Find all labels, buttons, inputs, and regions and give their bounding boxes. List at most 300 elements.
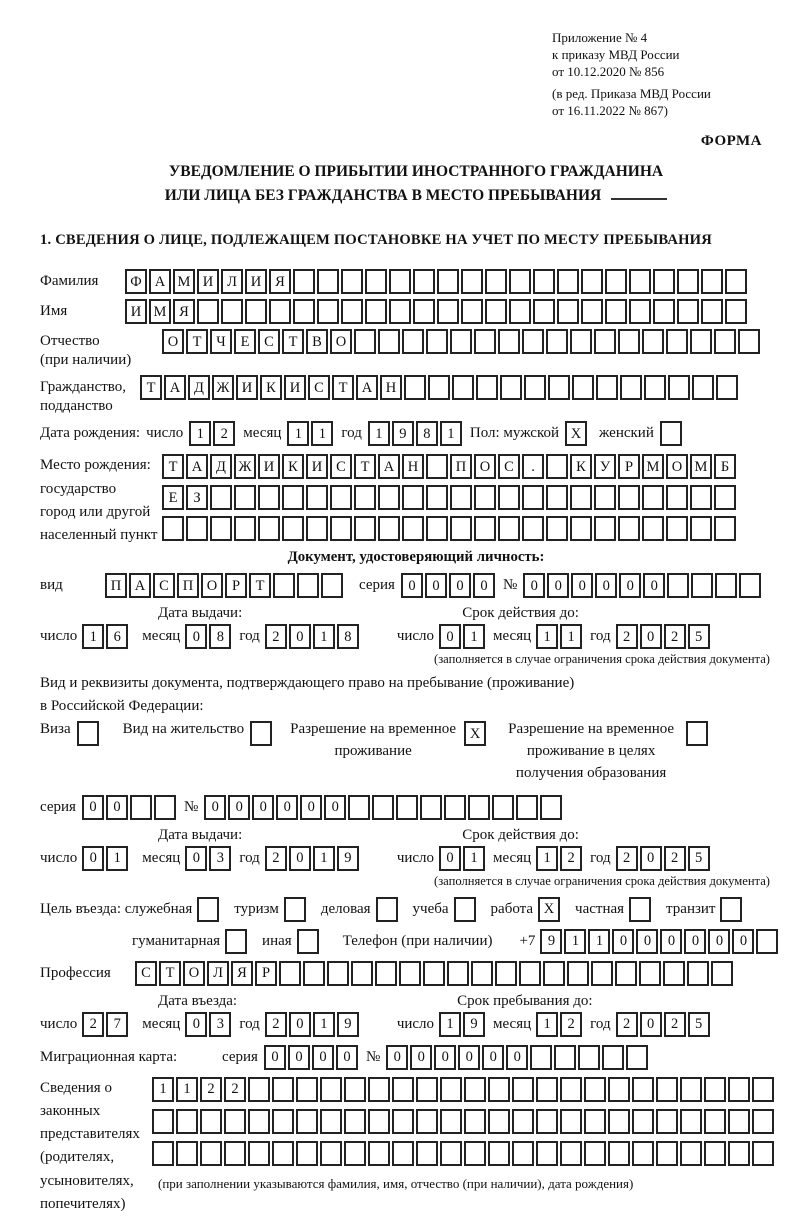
char-cell[interactable] bbox=[560, 1141, 582, 1166]
char-cell[interactable] bbox=[632, 1141, 654, 1166]
char-cell[interactable] bbox=[130, 795, 152, 820]
char-cell[interactable] bbox=[546, 329, 568, 354]
char-cell[interactable] bbox=[450, 329, 472, 354]
char-cell[interactable] bbox=[629, 299, 651, 324]
char-cell[interactable] bbox=[725, 269, 747, 294]
char-cell[interactable]: А bbox=[164, 375, 186, 400]
char-cell[interactable] bbox=[348, 795, 370, 820]
char-cell[interactable]: 0 bbox=[386, 1045, 408, 1070]
char-cell[interactable] bbox=[608, 1141, 630, 1166]
char-cell[interactable] bbox=[306, 485, 328, 510]
char-cell[interactable]: 1 bbox=[439, 1012, 461, 1037]
char-cell[interactable] bbox=[152, 1109, 174, 1134]
char-cell[interactable] bbox=[629, 269, 651, 294]
char-cell[interactable] bbox=[570, 485, 592, 510]
char-cell[interactable] bbox=[176, 1109, 198, 1134]
char-cell[interactable]: Ч bbox=[210, 329, 232, 354]
char-cell[interactable] bbox=[668, 375, 690, 400]
char-cell[interactable]: 0 bbox=[640, 1012, 662, 1037]
char-cell[interactable] bbox=[474, 329, 496, 354]
char-cell[interactable] bbox=[548, 375, 570, 400]
char-cell[interactable]: 0 bbox=[204, 795, 226, 820]
char-cell[interactable]: 8 bbox=[337, 624, 359, 649]
char-cell[interactable]: Е bbox=[234, 329, 256, 354]
char-cell[interactable] bbox=[368, 1141, 390, 1166]
char-cell[interactable]: 0 bbox=[106, 795, 128, 820]
char-cell[interactable] bbox=[656, 1077, 678, 1102]
char-cell[interactable] bbox=[543, 961, 565, 986]
char-cell[interactable]: Ж bbox=[212, 375, 234, 400]
char-cell[interactable] bbox=[596, 375, 618, 400]
char-cell[interactable] bbox=[570, 516, 592, 541]
char-cell[interactable] bbox=[152, 1141, 174, 1166]
char-cell[interactable]: 0 bbox=[185, 846, 207, 871]
char-cell[interactable] bbox=[197, 299, 219, 324]
char-cell[interactable]: 1 bbox=[106, 846, 128, 871]
char-cell[interactable] bbox=[461, 299, 483, 324]
char-cell[interactable] bbox=[570, 329, 592, 354]
char-cell[interactable] bbox=[663, 961, 685, 986]
char-cell[interactable] bbox=[546, 454, 568, 479]
char-cell[interactable]: А bbox=[356, 375, 378, 400]
char-cell[interactable]: Т bbox=[282, 329, 304, 354]
char-cell[interactable] bbox=[392, 1141, 414, 1166]
char-cell[interactable]: Р bbox=[255, 961, 277, 986]
char-cell[interactable] bbox=[594, 329, 616, 354]
char-cell[interactable]: Я bbox=[231, 961, 253, 986]
char-cell[interactable]: 0 bbox=[640, 624, 662, 649]
char-cell[interactable]: И bbox=[245, 269, 267, 294]
char-cell[interactable] bbox=[399, 961, 421, 986]
char-cell[interactable] bbox=[608, 1077, 630, 1102]
char-cell[interactable]: С bbox=[135, 961, 157, 986]
char-cell[interactable] bbox=[704, 1109, 726, 1134]
char-cell[interactable]: Т bbox=[186, 329, 208, 354]
char-cell[interactable] bbox=[293, 269, 315, 294]
char-cell[interactable]: 0 bbox=[732, 929, 754, 954]
char-cell[interactable]: 0 bbox=[684, 929, 706, 954]
char-cell[interactable]: 1 bbox=[536, 1012, 558, 1037]
char-cell[interactable] bbox=[578, 1045, 600, 1070]
char-cell[interactable]: 1 bbox=[564, 929, 586, 954]
char-cell[interactable] bbox=[330, 516, 352, 541]
char-cell[interactable]: 0 bbox=[439, 624, 461, 649]
char-cell[interactable] bbox=[516, 795, 538, 820]
char-cell[interactable] bbox=[344, 1077, 366, 1102]
char-cell[interactable] bbox=[293, 299, 315, 324]
char-cell[interactable]: 0 bbox=[312, 1045, 334, 1070]
char-cell[interactable] bbox=[512, 1077, 534, 1102]
char-cell[interactable] bbox=[452, 375, 474, 400]
char-cell[interactable] bbox=[546, 516, 568, 541]
char-cell[interactable] bbox=[303, 961, 325, 986]
char-cell[interactable] bbox=[464, 1109, 486, 1134]
char-cell[interactable]: 1 bbox=[536, 624, 558, 649]
char-cell[interactable] bbox=[378, 329, 400, 354]
char-cell[interactable]: О bbox=[474, 454, 496, 479]
char-cell[interactable]: И bbox=[306, 454, 328, 479]
char-cell[interactable] bbox=[692, 375, 714, 400]
char-cell[interactable] bbox=[368, 1077, 390, 1102]
char-cell[interactable] bbox=[461, 269, 483, 294]
char-cell[interactable]: Ж bbox=[234, 454, 256, 479]
char-cell[interactable]: 0 bbox=[425, 573, 447, 598]
char-cell[interactable]: 5 bbox=[688, 846, 710, 871]
char-cell[interactable] bbox=[320, 1109, 342, 1134]
char-cell[interactable]: Т bbox=[140, 375, 162, 400]
char-cell[interactable]: С bbox=[258, 329, 280, 354]
char-cell[interactable] bbox=[426, 454, 448, 479]
char-cell[interactable] bbox=[533, 269, 555, 294]
char-cell[interactable] bbox=[368, 1109, 390, 1134]
char-cell[interactable] bbox=[591, 961, 613, 986]
char-cell[interactable]: О bbox=[183, 961, 205, 986]
char-cell[interactable] bbox=[321, 573, 343, 598]
char-cell[interactable]: Е bbox=[162, 485, 184, 510]
char-cell[interactable] bbox=[210, 516, 232, 541]
char-cell[interactable] bbox=[248, 1141, 270, 1166]
char-cell[interactable]: М bbox=[690, 454, 712, 479]
char-cell[interactable]: 0 bbox=[571, 573, 593, 598]
char-cell[interactable] bbox=[296, 1109, 318, 1134]
char-cell[interactable]: Р bbox=[225, 573, 247, 598]
char-cell[interactable] bbox=[365, 269, 387, 294]
char-cell[interactable] bbox=[680, 1077, 702, 1102]
char-cell[interactable] bbox=[714, 516, 736, 541]
char-cell[interactable] bbox=[210, 485, 232, 510]
char-cell[interactable] bbox=[677, 269, 699, 294]
char-cell[interactable]: 1 bbox=[313, 846, 335, 871]
char-cell[interactable] bbox=[626, 1045, 648, 1070]
char-cell[interactable] bbox=[392, 1109, 414, 1134]
char-cell[interactable] bbox=[653, 299, 675, 324]
char-cell[interactable] bbox=[686, 721, 708, 746]
char-cell[interactable] bbox=[557, 299, 579, 324]
char-cell[interactable] bbox=[234, 485, 256, 510]
char-cell[interactable] bbox=[714, 329, 736, 354]
char-cell[interactable]: Т bbox=[159, 961, 181, 986]
char-cell[interactable] bbox=[572, 375, 594, 400]
char-cell[interactable]: О bbox=[162, 329, 184, 354]
char-cell[interactable] bbox=[320, 1141, 342, 1166]
char-cell[interactable]: А bbox=[129, 573, 151, 598]
char-cell[interactable] bbox=[354, 485, 376, 510]
char-cell[interactable] bbox=[351, 961, 373, 986]
char-cell[interactable] bbox=[677, 299, 699, 324]
char-cell[interactable] bbox=[341, 269, 363, 294]
char-cell[interactable]: 5 bbox=[688, 624, 710, 649]
char-cell[interactable] bbox=[440, 1077, 462, 1102]
char-cell[interactable] bbox=[375, 961, 397, 986]
char-cell[interactable]: О bbox=[330, 329, 352, 354]
char-cell[interactable] bbox=[540, 795, 562, 820]
char-cell[interactable]: 9 bbox=[463, 1012, 485, 1037]
char-cell[interactable] bbox=[258, 485, 280, 510]
char-cell[interactable]: Д bbox=[188, 375, 210, 400]
char-cell[interactable]: 1 bbox=[560, 624, 582, 649]
char-cell[interactable]: Р bbox=[618, 454, 640, 479]
char-cell[interactable]: И bbox=[284, 375, 306, 400]
char-cell[interactable] bbox=[365, 299, 387, 324]
char-cell[interactable]: О bbox=[666, 454, 688, 479]
char-cell[interactable] bbox=[225, 929, 247, 954]
char-cell[interactable] bbox=[344, 1141, 366, 1166]
char-cell[interactable] bbox=[224, 1141, 246, 1166]
char-cell[interactable]: 0 bbox=[401, 573, 423, 598]
char-cell[interactable] bbox=[444, 795, 466, 820]
char-cell[interactable]: 1 bbox=[536, 846, 558, 871]
char-cell[interactable]: 1 bbox=[368, 421, 390, 446]
char-cell[interactable]: 0 bbox=[434, 1045, 456, 1070]
char-cell[interactable]: 0 bbox=[612, 929, 634, 954]
char-cell[interactable] bbox=[306, 516, 328, 541]
char-cell[interactable] bbox=[615, 961, 637, 986]
char-cell[interactable]: 1 bbox=[463, 624, 485, 649]
char-cell[interactable] bbox=[714, 485, 736, 510]
char-cell[interactable] bbox=[402, 485, 424, 510]
char-cell[interactable]: А bbox=[149, 269, 171, 294]
char-cell[interactable] bbox=[560, 1077, 582, 1102]
char-cell[interactable] bbox=[581, 299, 603, 324]
char-cell[interactable]: П bbox=[450, 454, 472, 479]
char-cell[interactable] bbox=[413, 269, 435, 294]
char-cell[interactable] bbox=[464, 1141, 486, 1166]
char-cell[interactable] bbox=[200, 1109, 222, 1134]
char-cell[interactable]: Д bbox=[210, 454, 232, 479]
char-cell[interactable]: 0 bbox=[300, 795, 322, 820]
char-cell[interactable] bbox=[632, 1109, 654, 1134]
char-cell[interactable]: 1 bbox=[311, 421, 333, 446]
char-cell[interactable] bbox=[522, 516, 544, 541]
char-cell[interactable] bbox=[720, 897, 742, 922]
char-cell[interactable] bbox=[644, 375, 666, 400]
char-cell[interactable] bbox=[739, 573, 761, 598]
char-cell[interactable] bbox=[756, 929, 778, 954]
char-cell[interactable] bbox=[474, 516, 496, 541]
char-cell[interactable] bbox=[437, 269, 459, 294]
char-cell[interactable] bbox=[485, 299, 507, 324]
char-cell[interactable] bbox=[666, 329, 688, 354]
char-cell[interactable] bbox=[605, 269, 627, 294]
char-cell[interactable]: 0 bbox=[643, 573, 665, 598]
char-cell[interactable] bbox=[530, 1045, 552, 1070]
char-cell[interactable] bbox=[522, 485, 544, 510]
char-cell[interactable] bbox=[554, 1045, 576, 1070]
char-cell[interactable] bbox=[344, 1109, 366, 1134]
char-cell[interactable] bbox=[440, 1109, 462, 1134]
char-cell[interactable]: 2 bbox=[224, 1077, 246, 1102]
char-cell[interactable] bbox=[666, 485, 688, 510]
char-cell[interactable]: . bbox=[522, 454, 544, 479]
char-cell[interactable] bbox=[320, 1077, 342, 1102]
char-cell[interactable]: 0 bbox=[336, 1045, 358, 1070]
char-cell[interactable]: 1 bbox=[588, 929, 610, 954]
char-cell[interactable]: М bbox=[642, 454, 664, 479]
char-cell[interactable] bbox=[752, 1109, 774, 1134]
char-cell[interactable]: 0 bbox=[619, 573, 641, 598]
char-cell[interactable] bbox=[176, 1141, 198, 1166]
char-cell[interactable]: 2 bbox=[616, 624, 638, 649]
char-cell[interactable] bbox=[372, 795, 394, 820]
char-cell[interactable]: Я bbox=[173, 299, 195, 324]
char-cell[interactable]: И bbox=[197, 269, 219, 294]
char-cell[interactable] bbox=[728, 1077, 750, 1102]
char-cell[interactable] bbox=[464, 1077, 486, 1102]
char-cell[interactable] bbox=[258, 516, 280, 541]
char-cell[interactable]: Ф bbox=[125, 269, 147, 294]
char-cell[interactable] bbox=[341, 299, 363, 324]
char-cell[interactable]: 5 bbox=[688, 1012, 710, 1037]
char-cell[interactable]: 0 bbox=[482, 1045, 504, 1070]
char-cell[interactable] bbox=[420, 795, 442, 820]
char-cell[interactable] bbox=[454, 897, 476, 922]
char-cell[interactable]: 2 bbox=[200, 1077, 222, 1102]
char-cell[interactable]: 0 bbox=[324, 795, 346, 820]
char-cell[interactable]: 2 bbox=[265, 846, 287, 871]
char-cell[interactable] bbox=[426, 329, 448, 354]
char-cell[interactable]: Т bbox=[162, 454, 184, 479]
char-cell[interactable] bbox=[691, 573, 713, 598]
char-cell[interactable]: 0 bbox=[264, 1045, 286, 1070]
char-cell[interactable] bbox=[632, 1077, 654, 1102]
char-cell[interactable]: 1 bbox=[313, 1012, 335, 1037]
char-cell[interactable]: 1 bbox=[313, 624, 335, 649]
char-cell[interactable] bbox=[557, 269, 579, 294]
char-cell[interactable]: К bbox=[260, 375, 282, 400]
char-cell[interactable]: 2 bbox=[616, 846, 638, 871]
char-cell[interactable] bbox=[639, 961, 661, 986]
char-cell[interactable]: 3 bbox=[209, 846, 231, 871]
char-cell[interactable] bbox=[495, 961, 517, 986]
char-cell[interactable]: 9 bbox=[392, 421, 414, 446]
char-cell[interactable] bbox=[690, 516, 712, 541]
char-cell[interactable] bbox=[536, 1141, 558, 1166]
char-cell[interactable] bbox=[389, 299, 411, 324]
char-cell[interactable] bbox=[498, 485, 520, 510]
char-cell[interactable] bbox=[330, 485, 352, 510]
char-cell[interactable]: 0 bbox=[276, 795, 298, 820]
char-cell[interactable]: 0 bbox=[289, 846, 311, 871]
char-cell[interactable] bbox=[248, 1109, 270, 1134]
char-cell[interactable] bbox=[488, 1109, 510, 1134]
char-cell[interactable] bbox=[224, 1109, 246, 1134]
char-cell[interactable]: 2 bbox=[664, 1012, 686, 1037]
char-cell[interactable] bbox=[690, 485, 712, 510]
char-cell[interactable]: 0 bbox=[185, 624, 207, 649]
char-cell[interactable] bbox=[519, 961, 541, 986]
char-cell[interactable]: С bbox=[330, 454, 352, 479]
char-cell[interactable]: X bbox=[464, 721, 486, 746]
char-cell[interactable] bbox=[524, 375, 546, 400]
char-cell[interactable]: 9 bbox=[337, 846, 359, 871]
char-cell[interactable]: 0 bbox=[289, 624, 311, 649]
char-cell[interactable] bbox=[498, 329, 520, 354]
char-cell[interactable]: П bbox=[105, 573, 127, 598]
char-cell[interactable] bbox=[738, 329, 760, 354]
char-cell[interactable] bbox=[284, 897, 306, 922]
char-cell[interactable] bbox=[608, 1109, 630, 1134]
char-cell[interactable]: 0 bbox=[288, 1045, 310, 1070]
char-cell[interactable] bbox=[378, 485, 400, 510]
char-cell[interactable]: С bbox=[498, 454, 520, 479]
char-cell[interactable]: 0 bbox=[252, 795, 274, 820]
char-cell[interactable]: 0 bbox=[708, 929, 730, 954]
char-cell[interactable] bbox=[536, 1109, 558, 1134]
char-cell[interactable]: И bbox=[125, 299, 147, 324]
char-cell[interactable]: 0 bbox=[82, 795, 104, 820]
char-cell[interactable] bbox=[629, 897, 651, 922]
char-cell[interactable]: 1 bbox=[82, 624, 104, 649]
char-cell[interactable]: 1 bbox=[176, 1077, 198, 1102]
char-cell[interactable]: Т bbox=[354, 454, 376, 479]
char-cell[interactable] bbox=[660, 421, 682, 446]
char-cell[interactable] bbox=[488, 1141, 510, 1166]
char-cell[interactable] bbox=[711, 961, 733, 986]
char-cell[interactable] bbox=[426, 516, 448, 541]
char-cell[interactable]: Т bbox=[249, 573, 271, 598]
char-cell[interactable] bbox=[221, 299, 243, 324]
char-cell[interactable] bbox=[509, 299, 531, 324]
char-cell[interactable]: 0 bbox=[289, 1012, 311, 1037]
char-cell[interactable]: 0 bbox=[185, 1012, 207, 1037]
char-cell[interactable]: 6 bbox=[106, 624, 128, 649]
char-cell[interactable] bbox=[704, 1141, 726, 1166]
char-cell[interactable]: 0 bbox=[595, 573, 617, 598]
char-cell[interactable] bbox=[402, 516, 424, 541]
char-cell[interactable] bbox=[536, 1077, 558, 1102]
char-cell[interactable] bbox=[282, 516, 304, 541]
char-cell[interactable]: 0 bbox=[636, 929, 658, 954]
char-cell[interactable] bbox=[716, 375, 738, 400]
char-cell[interactable]: 2 bbox=[265, 1012, 287, 1037]
char-cell[interactable]: М bbox=[149, 299, 171, 324]
char-cell[interactable] bbox=[618, 329, 640, 354]
char-cell[interactable]: 3 bbox=[209, 1012, 231, 1037]
char-cell[interactable] bbox=[404, 375, 426, 400]
char-cell[interactable] bbox=[680, 1141, 702, 1166]
char-cell[interactable] bbox=[416, 1141, 438, 1166]
char-cell[interactable] bbox=[492, 795, 514, 820]
char-cell[interactable]: 2 bbox=[664, 624, 686, 649]
char-cell[interactable] bbox=[715, 573, 737, 598]
char-cell[interactable] bbox=[584, 1109, 606, 1134]
char-cell[interactable] bbox=[522, 329, 544, 354]
char-cell[interactable] bbox=[296, 1141, 318, 1166]
char-cell[interactable] bbox=[392, 1077, 414, 1102]
char-cell[interactable]: 1 bbox=[189, 421, 211, 446]
char-cell[interactable]: 0 bbox=[473, 573, 495, 598]
char-cell[interactable]: 2 bbox=[560, 846, 582, 871]
char-cell[interactable]: 8 bbox=[416, 421, 438, 446]
char-cell[interactable] bbox=[162, 516, 184, 541]
char-cell[interactable] bbox=[447, 961, 469, 986]
char-cell[interactable] bbox=[584, 1141, 606, 1166]
char-cell[interactable]: 0 bbox=[523, 573, 545, 598]
char-cell[interactable]: 0 bbox=[439, 846, 461, 871]
char-cell[interactable]: 0 bbox=[506, 1045, 528, 1070]
char-cell[interactable] bbox=[297, 929, 319, 954]
char-cell[interactable]: 7 bbox=[106, 1012, 128, 1037]
char-cell[interactable]: 2 bbox=[213, 421, 235, 446]
char-cell[interactable] bbox=[245, 299, 267, 324]
char-cell[interactable]: 0 bbox=[449, 573, 471, 598]
char-cell[interactable]: Я bbox=[269, 269, 291, 294]
char-cell[interactable]: У bbox=[594, 454, 616, 479]
char-cell[interactable] bbox=[667, 573, 689, 598]
char-cell[interactable] bbox=[485, 269, 507, 294]
char-cell[interactable] bbox=[186, 516, 208, 541]
char-cell[interactable] bbox=[581, 269, 603, 294]
